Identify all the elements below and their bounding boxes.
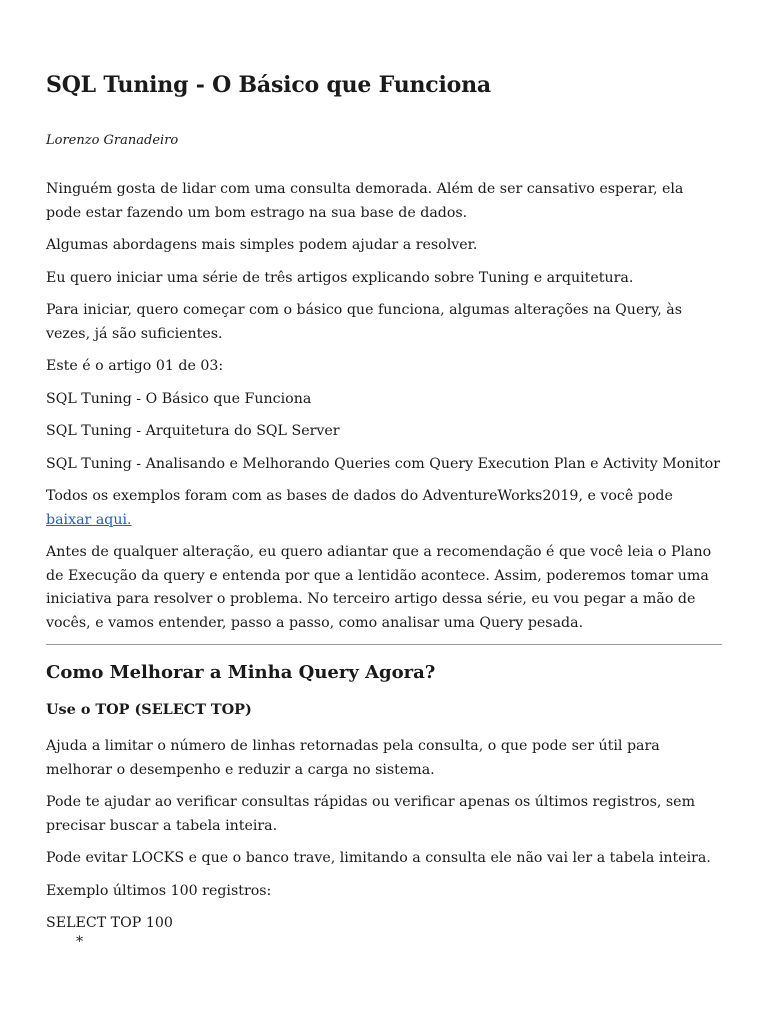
article-author: Lorenzo Granadeiro	[46, 133, 179, 148]
intro-paragraph: Algumas abordagens mais simples podem ajudar a resolver.	[46, 237, 478, 253]
section-paragraph: Pode te ajudar ao verificar consultas rápidas ou verificar apenas os últimos registros, sem precisar buscar a tabela inteira.	[46, 794, 696, 834]
warning-paragraph: Antes de qualquer alteração, eu quero adiantar que a recomendação é que você leia o Plano de Execução da query e entenda por que a lentidão acontece. Assim, poderemos tomar uma iniciativa para resolver o problema. No terceiro artigo dessa série, eu vou pegar a mão de vocês, e vamos entender, passo a passo, como analisar uma Query pesada.	[46, 544, 712, 631]
article-title: SQL Tuning - O Básico que Funciona	[46, 72, 491, 98]
series-item-3: SQL Tuning - Analisando e Melhorando Queries com Query Execution Plan e Activity Monitor	[46, 455, 721, 472]
download-link[interactable]: baixar aqui.	[46, 511, 132, 528]
examples-paragraph	[46, 485, 722, 532]
section-paragraph: Ajuda a limitar o número de linhas retornadas pela consulta, o que pode ser útil para melhorar o desempenho e reduzir a carga no sistema.	[46, 738, 660, 778]
intro-paragraph: Ninguém gosta de lidar com uma consulta demorada. Além de ser cansativo esperar, ela pode estar fazendo um bom estrago na sua base de dados.	[46, 181, 684, 221]
section-divider	[46, 644, 722, 645]
examples-text: Todos os exemplos foram com as bases de dados do AdventureWorks2019, e você pode	[46, 488, 673, 504]
code-line-select: SELECT TOP 100	[46, 915, 173, 931]
section-paragraph: Pode evitar LOCKS e que o banco trave, limitando a consulta ele não vai ler a tabela inteira.	[46, 850, 711, 866]
intro-paragraph: Eu quero iniciar uma série de três artigos explicando sobre Tuning e arquitetura.	[46, 269, 634, 286]
section-heading: Como Melhorar a Minha Query Agora?	[46, 662, 436, 683]
code-line-asterisk: *	[76, 934, 84, 950]
section-paragraph: Exemplo últimos 100 registros:	[46, 882, 272, 899]
intro-paragraph: Para iniciar, quero começar com o básico que funciona, algumas alterações na Query, às vezes, já são suficientes.	[46, 302, 683, 342]
series-item-1: SQL Tuning - O Básico que Funciona	[46, 390, 312, 407]
section-subheading: Use o TOP (SELECT TOP)	[46, 701, 252, 718]
series-intro: Este é o artigo 01 de 03:	[46, 358, 224, 374]
series-item-2: SQL Tuning - Arquitetura do SQL Server	[46, 423, 340, 439]
